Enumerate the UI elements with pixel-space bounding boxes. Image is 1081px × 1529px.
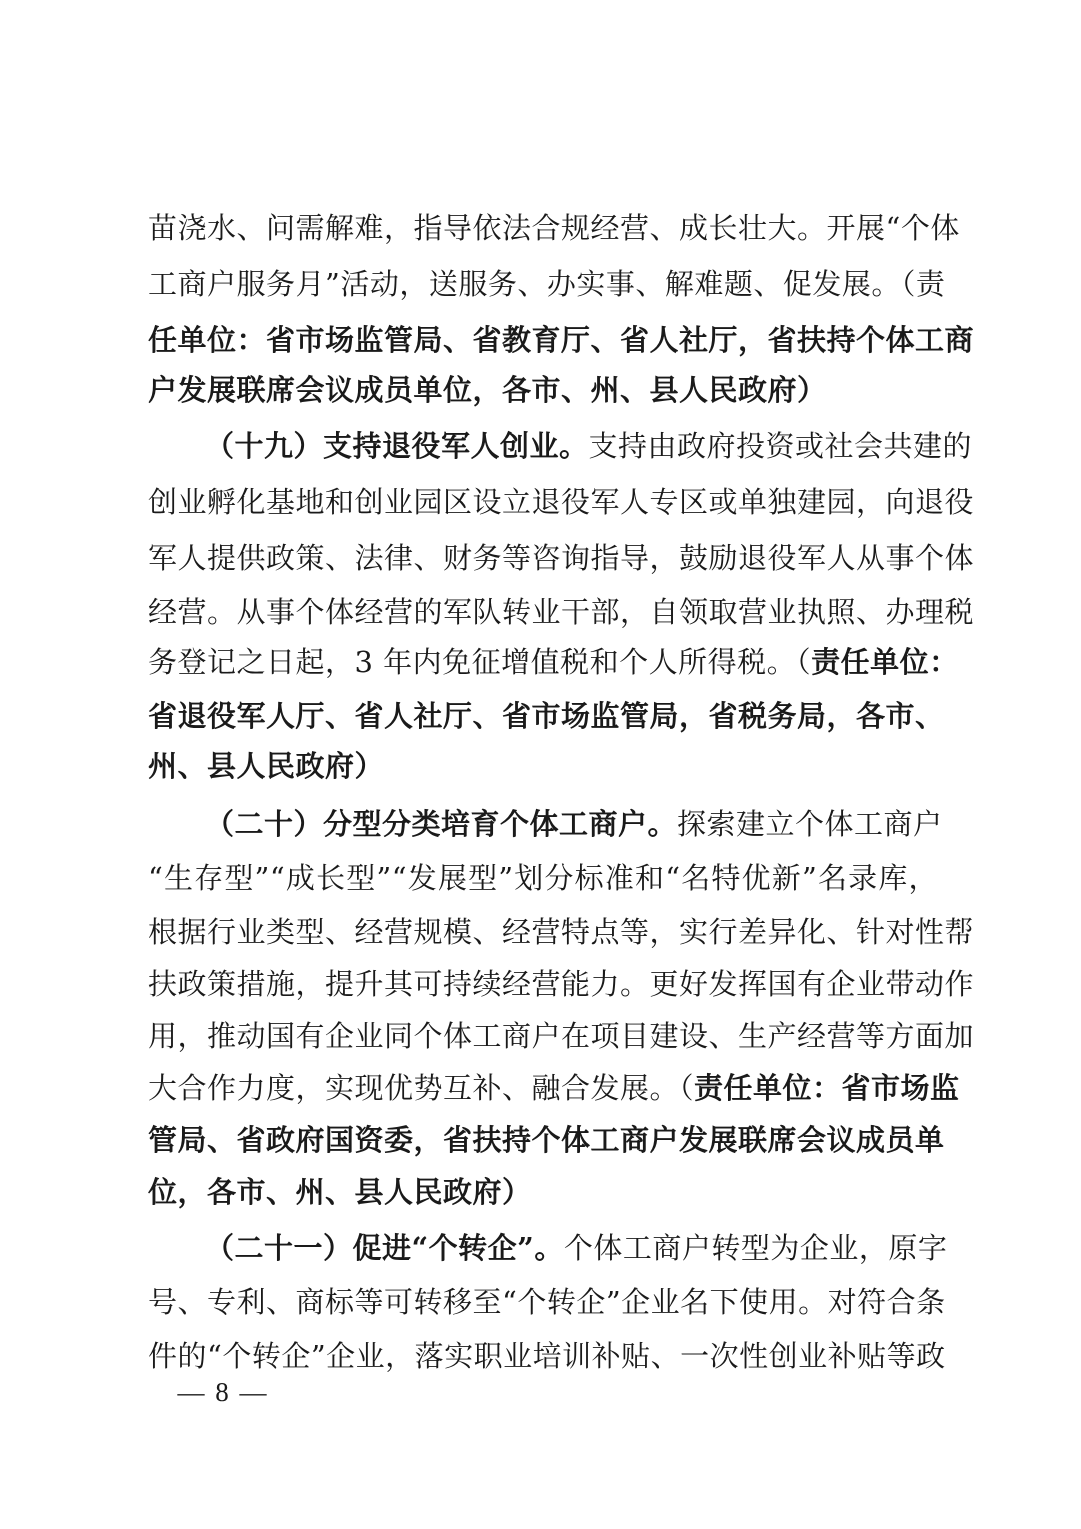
text-line — [148, 362, 938, 418]
bold-text-segment: 位，各市、州、县人民政府） — [148, 1175, 532, 1209]
text-line — [148, 474, 975, 530]
text-segment: 大合作力度，实现优势互补、融合发展。（ — [148, 1071, 695, 1105]
bold-text-segment: （二十一）促进“个转企”。 — [205, 1231, 564, 1265]
text-segment: 号、专利、商标等可转移至“个转企”企业名下使用。对符合条 — [148, 1285, 946, 1319]
text-line — [148, 1112, 945, 1168]
text-line — [148, 200, 960, 256]
text-segment: 扶政策措施，提升其可持续经营能力。更好发挥国有企业带动作 — [148, 967, 975, 1001]
text-line — [148, 956, 975, 1012]
text-line — [205, 418, 973, 474]
text-line — [148, 850, 938, 906]
text-line — [148, 1164, 938, 1220]
bold-text-segment: 州、县人民政府） — [148, 749, 385, 783]
bold-text-segment: （十九）支持退役军人创业。 — [205, 429, 589, 463]
bold-text-segment: 责任单位：省市场监 — [694, 1071, 960, 1105]
text-line — [148, 1060, 960, 1116]
text-line — [205, 796, 943, 852]
text-line — [148, 1008, 975, 1064]
text-line — [148, 312, 975, 368]
text-line — [148, 904, 975, 960]
text-segment: “生存型”“成长型”“发展型”划分标准和“名特优新”名录库， — [148, 861, 938, 895]
text-segment: 支持由政府投资或社会共建的 — [588, 429, 973, 463]
text-segment: 根据行业类型、经营规模、经营特点等，实行差异化、针对性帮 — [148, 915, 975, 949]
bold-text-segment: 省退役军人厅、省人社厅、省市场监管局，省税务局，各市、 — [148, 699, 945, 733]
text-segment: 工商户服务月”活动，送服务、办实事、解难题、促发展。（责 — [148, 267, 946, 301]
text-line — [148, 738, 938, 794]
text-segment: 个体工商户转型为企业，原字 — [563, 1231, 948, 1265]
page-number: — 8 — — [177, 1377, 269, 1407]
text-segment: 探索建立个体工商户 — [677, 807, 943, 841]
text-segment: 苗浇水、问需解难，指导依法合规经营、成长壮大。开展“个体 — [148, 211, 960, 245]
text-segment: 务登记之日起，3 年内免征增值税和个人所得税。（ — [148, 645, 812, 679]
bold-text-segment: 管局、省政府国资委，省扶持个体工商户发展联席会议成员单 — [148, 1123, 945, 1157]
text-line — [148, 584, 975, 640]
text-line — [205, 1220, 948, 1276]
text-segment: 军人提供政策、法律、财务等咨询指导，鼓励退役军人从事个体 — [148, 541, 975, 575]
bold-text-segment: 户发展联席会议成员单位，各市、州、县人民政府） — [148, 373, 827, 407]
text-line — [148, 688, 945, 744]
bold-text-segment: 任单位：省市场监管局、省教育厅、省人社厅，省扶持个体工商 — [148, 323, 975, 357]
text-line — [148, 634, 959, 690]
text-segment: 创业孵化基地和创业园区设立退役军人专区或单独建园，向退役 — [148, 485, 975, 519]
text-segment: 用，推动国有企业同个体工商户在项目建设、生产经营等方面加 — [148, 1019, 975, 1053]
text-segment: 件的“个转企”企业，落实职业培训补贴、一次性创业补贴等政 — [148, 1339, 946, 1373]
bold-text-segment: 责任单位： — [811, 645, 959, 679]
text-segment: 经营。从事个体经营的军队转业干部，自领取营业执照、办理税 — [148, 595, 975, 629]
text-line — [148, 256, 946, 312]
text-line — [148, 530, 975, 586]
bold-text-segment: （二十）分型分类培育个体工商户。 — [205, 807, 678, 841]
text-line — [148, 1274, 946, 1330]
